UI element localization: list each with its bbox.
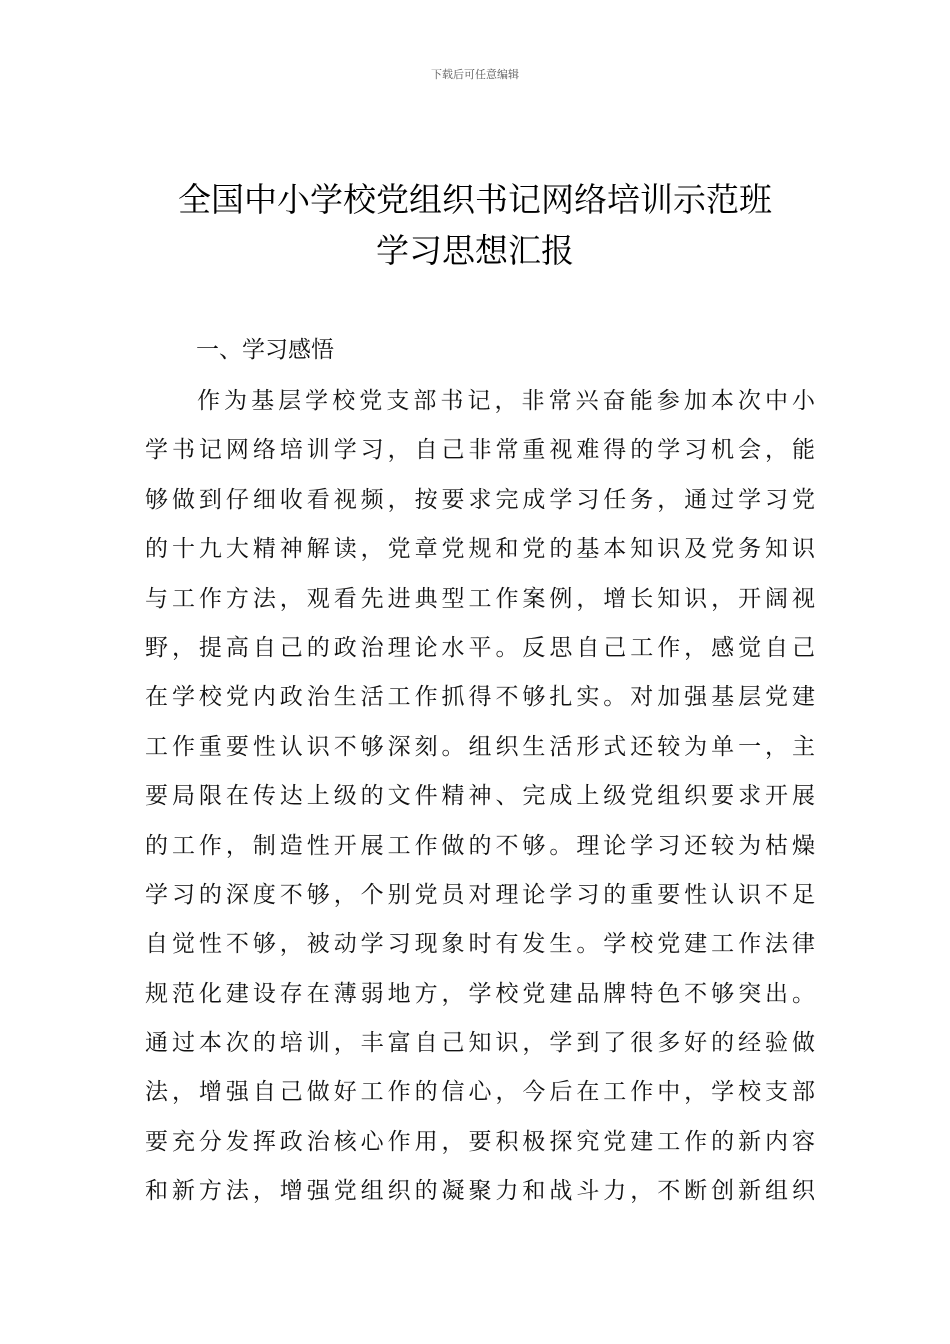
header-note: 下载后可任意编辑: [431, 68, 519, 81]
body-paragraph: [145, 377, 815, 1217]
paragraph-line: 野，提高自己的政治理论水平。反思自己工作，感觉自己: [145, 634, 815, 661]
paragraph-line: 在学校党内政治生活工作抓得不够扎实。对加强基层党建: [145, 684, 815, 711]
paragraph-line: 要充分发挥政治核心作用，要积极探究党建工作的新内容: [145, 1128, 815, 1155]
document-title-line-2: 学习思想汇报: [376, 231, 574, 270]
paragraph-line: 要局限在传达上级的文件精神、完成上级党组织要求开展: [145, 783, 815, 810]
paragraph-line: 和新方法，增强党组织的凝聚力和战斗力，不断创新组织: [145, 1178, 815, 1205]
document-title-line-1: 全国中小学校党组织书记网络培训示范班: [178, 180, 772, 219]
paragraph-line: 够做到仔细收看视频，按要求完成学习任务，通过学习党: [145, 486, 815, 513]
paragraph-line: 的工作，制造性开展工作做的不够。理论学习还较为枯燥: [145, 832, 815, 859]
paragraph-line: 通过本次的培训，丰富自己知识，学到了很多好的经验做: [145, 1030, 815, 1057]
paragraph-line: 的十九大精神解读，党章党规和党的基本知识及党务知识: [145, 536, 815, 563]
paragraph-line: 自觉性不够，被动学习现象时有发生。学校党建工作法律: [145, 931, 815, 958]
paragraph-line: 学习的深度不够，个别党员对理论学习的重要性认识不足: [145, 881, 815, 908]
paragraph-line: 与工作方法，观看先进典型工作案例，增长知识，开阔视: [145, 585, 815, 612]
section-heading: 一、学习感悟: [196, 337, 334, 363]
paragraph-line: 学书记网络培训学习，自己非常重视难得的学习机会，能: [145, 437, 815, 464]
paragraph-line: 法，增强自己做好工作的信心，今后在工作中，学校支部: [145, 1079, 815, 1106]
paragraph-line: 作为基层学校党支部书记，非常兴奋能参加本次中小: [197, 388, 815, 414]
paragraph-line: 工作重要性认识不够深刻。组织生活形式还较为单一，主: [145, 733, 815, 760]
paragraph-line: 规范化建设存在薄弱地方，学校党建品牌特色不够突出。: [145, 980, 815, 1007]
